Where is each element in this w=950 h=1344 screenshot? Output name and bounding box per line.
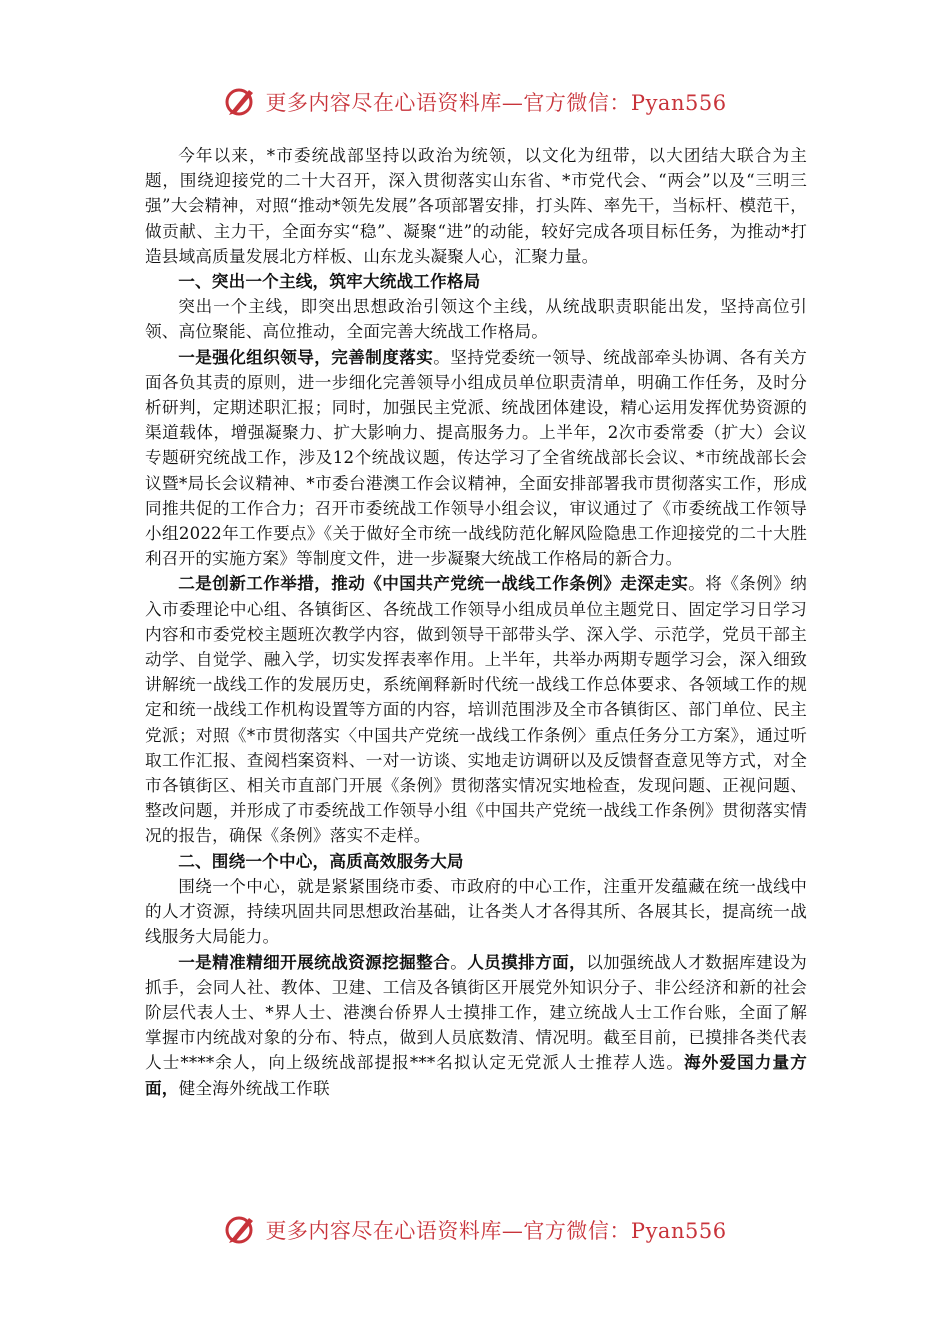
item-body: 。坚持党委统一领导、统战部牵头协调、各有关方面各负其责的原则，进一步细化完善领导小组成员单位职责清单，明确工作任务，及时分析研判，定期述职汇报；同时，加强民主党派、统战团体建设，精心运用发挥优势资源的渠道载体，增强凝聚力、扩大影响力、提高服务力。上半年，2次市委常委（扩大）会议专题研究统战工作，涉及12个统战议题，传达学习了全省统战部长会议、*市统战部长会议暨*局长会议精神、*市委台港澳工作会议精神，全面安排部署我市贯彻落实工作，形成同推共促的工作合力；召开市委统战工作领导小组会议，审议通过了《市委统战工作领导小组2022年工作要点》《关于做好全市统一战线防范化解风险隐患工作迎接党的二十大胜利召开的实施方案》等制度文件，进一步凝聚大统战工作格局的新合力。	[145, 347, 808, 569]
banner-text: 更多内容尽在心语资料库—官方微信：Pyan556	[265, 1219, 727, 1243]
banner-text: 更多内容尽在心语资料库—官方微信：Pyan556	[265, 91, 727, 115]
section-heading-1: 一、突出一个主线，筑牢大统战工作格局	[178, 271, 481, 292]
sub-lead: 海外爱国力量方面，	[145, 1052, 807, 1098]
footer-banner	[0, 1210, 950, 1250]
header-banner	[0, 82, 950, 122]
section-1-item-2	[145, 571, 807, 848]
item-body: 健全海外统战工作联	[178, 1078, 330, 1098]
sub-lead: 人员摸排方面，	[467, 951, 587, 972]
pen-circle-icon	[223, 84, 259, 120]
item-body: 以加强统战人才数据库建设为抓手，会同人社、教体、卫建、工信及各镇街区开展党外知识分子、非公经济和新的社会阶层代表人士、*界人士、港澳台侨界人士摸排工作，建立统战人士工作台账，全面了解掌握市内统战对象的分布、特点，做到人员底数清、情况明。截至目前，已摸排各类代表人士****余人，向上级统战部提报***名拟认定无党派人士推荐人选。	[145, 952, 807, 1073]
section-1-intro: 突出一个主线，即突出思想政治引领这个主线，从统战职责职能出发，坚持高位引领、高位聚能、高位推动，全面完善大统战工作格局。	[145, 297, 807, 342]
document-body	[145, 143, 807, 1101]
intro-paragraph: 今年以来，*市委统战部坚持以政治为统领，以文化为纽带，以大团结大联合为主题，围绕迎接党的二十大召开，深入贯彻落实山东省、*市党代会、“两会”以及“三明三强”大会精神，对照“推动*领先发展”各项部署安排，打头阵、率先干，当标杆、模范干，做贡献、主力干，全面夯实“稳”、凝聚“进”的动能，较好完成各项目标任务，为推动*打造县域高质量发展北方样板、山东龙头凝聚人心，汇聚力量。	[145, 146, 807, 266]
item-lead: 一是精准精细开展统战资源挖掘整合	[178, 951, 451, 972]
item-body: 。将《条例》纳入市委理论中心组、各镇街区、各统战工作领导小组成员单位主题党日、固定学习日学习内容和市委党校主题班次教学内容，做到领导干部带头学、深入学、示范学，党员干部主动学、自觉学、融入学，切实发挥表率作用。上半年，共举办两期专题学习会，深入细致讲解统一战线工作的发展历史，系统阐释新时代统一战线工作总体要求、各领域工作的规定和统一战线工作机构设置等方面的内容，培训范围涉及全市各镇街区、部门单位、民主党派；对照《*市贯彻落实〈中国共产党统一战线工作条例〉重点任务分工方案》，通过听取工作汇报、查阅档案资料、一对一访谈、实地走访调研以及反馈督查意见等方式，对全市各镇街区、相关市直部门开展《条例》贯彻落实情况实地检查，发现问题、正视问题、整改问题，并形成了市委统战工作领导小组《中国共产党统一战线工作条例》贯彻落实情况的报告，确保《条例》落实不走样。	[145, 574, 807, 846]
section-heading-2: 二、围绕一个中心，高质高效服务大局	[178, 850, 464, 871]
pen-circle-icon	[223, 1212, 259, 1248]
item-lead: 一是强化组织领导，完善制度落实	[178, 346, 434, 367]
section-2-item-1	[145, 950, 807, 1101]
item-lead: 二是创新工作举措，推动《中国共产党统一战线工作条例》走深走实	[178, 573, 689, 594]
item-body: 。	[450, 952, 468, 972]
section-1-item-1	[145, 345, 807, 572]
section-2-intro: 围绕一个中心，就是紧紧围绕市委、市政府的中心工作，注重开发蕴藏在统一战线中的人才资源，持续巩固共同思想政治基础，让各类人才各得其所、各展其长，提高统一战线服务大局能力。	[145, 876, 807, 947]
